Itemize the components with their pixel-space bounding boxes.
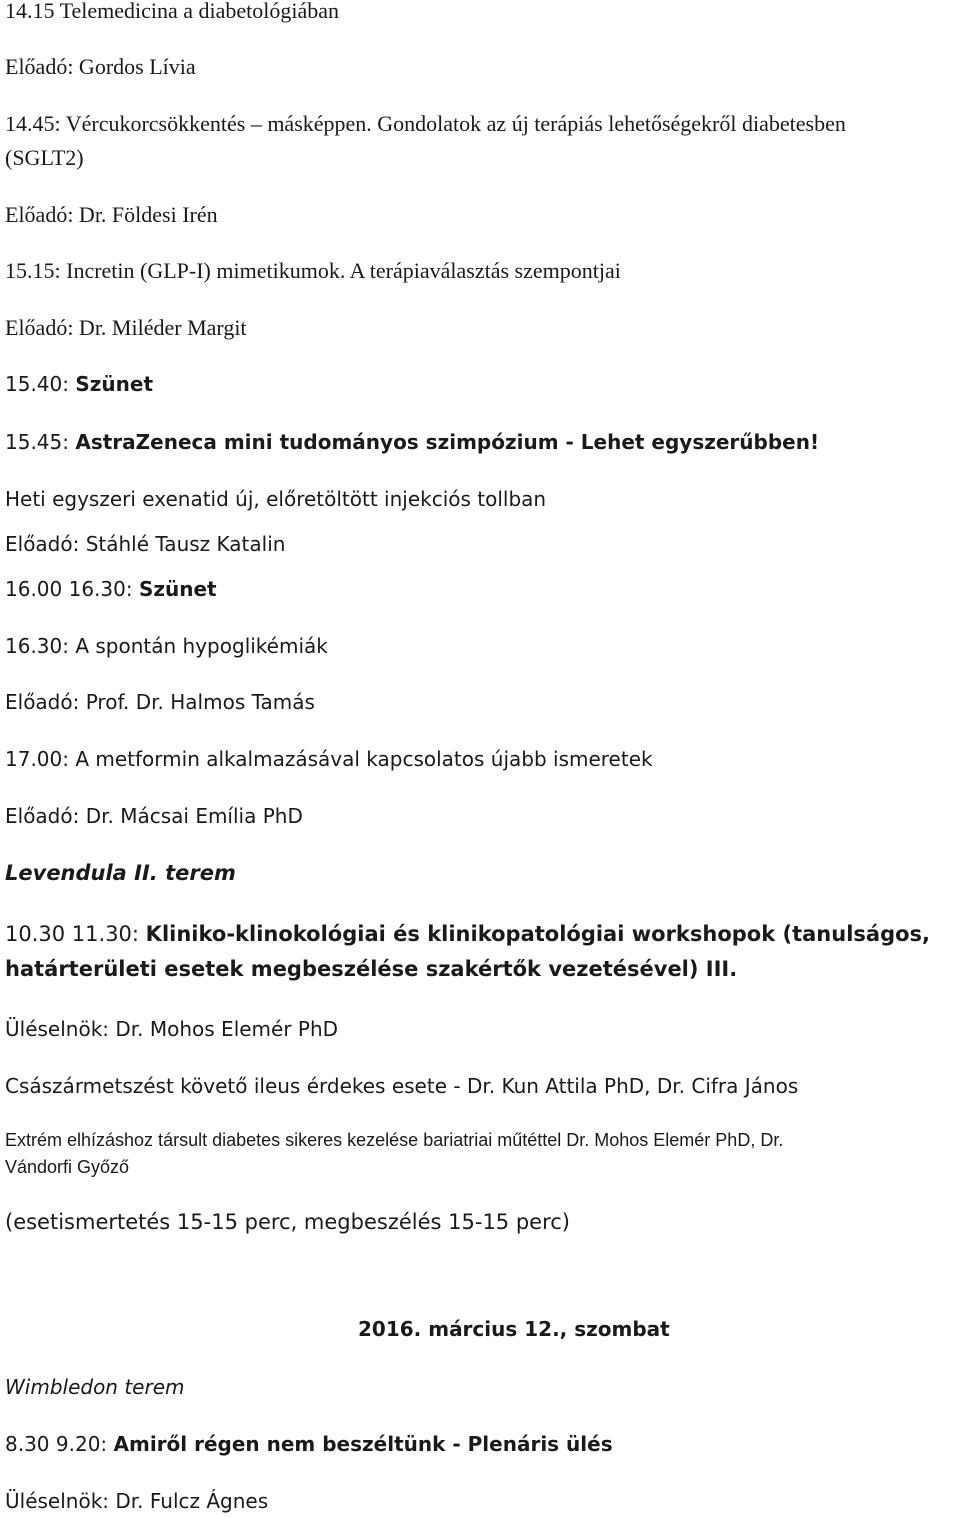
session-title: 17.00: A metformin alkalmazásával kapcsolatos újabb ismeretek bbox=[5, 747, 653, 771]
speaker-line: Előadó: Stáhlé Tausz Katalin bbox=[5, 532, 286, 556]
format-note: (esetismertetés 15-15 perc, megbeszélés 15-15 perc) bbox=[5, 1210, 571, 1234]
break-label: Szünet bbox=[75, 372, 154, 396]
date-heading bbox=[358, 1317, 670, 1341]
speaker-line: Előadó: Gordos Lívia bbox=[5, 54, 196, 79]
session-title: 14.45: Vércukorcsökkentés – másképpen. Gondolatok az új terápiás lehetőségekről diabetesben bbox=[5, 111, 846, 136]
room-heading: Levendula II. terem bbox=[5, 861, 236, 885]
weekday-label: , szombat bbox=[559, 1317, 670, 1341]
time-label: 10.30 11.30: bbox=[5, 922, 146, 946]
time-label: 15.40: bbox=[5, 372, 76, 396]
plenary-title: Amiről régen nem beszéltünk - Plenáris ülés bbox=[113, 1432, 613, 1456]
workshop-title-cont: határterületi esetek megbeszélése szakértők vezetésével) III. bbox=[5, 957, 738, 981]
speaker-line: Előadó: Prof. Dr. Halmos Tamás bbox=[5, 690, 315, 714]
room-heading: Wimbledon terem bbox=[5, 1375, 185, 1399]
time-label: 8.30 9.20: bbox=[5, 1432, 114, 1456]
symposium-title: AstraZeneca mini tudományos szimpózium - Lehet egyszerűbben! bbox=[75, 430, 820, 454]
break-label: Szünet bbox=[138, 577, 217, 601]
case-line: Császármetszést követő ileus érdekes esete - Dr. Kun Attila PhD, Dr. Cifra János bbox=[5, 1074, 799, 1098]
case-line-cont: Vándorfi Győző bbox=[5, 1157, 130, 1177]
session-title: 14.15 Telemedicina a diabetológiában bbox=[5, 0, 340, 23]
case-line: Extrém elhízáshoz társult diabetes sikeres kezelése bariatriai műtéttel Dr. Mohos Elemér PhD, Dr. bbox=[5, 1130, 784, 1150]
speaker-line: Előadó: Dr. Mácsai Emília PhD bbox=[5, 804, 303, 828]
break-line bbox=[5, 372, 153, 396]
speaker-line: Előadó: Dr. Földesi Irén bbox=[5, 202, 218, 227]
plenary-line bbox=[5, 1432, 613, 1456]
break-line bbox=[5, 577, 217, 601]
session-title: 15.15: Incretin (GLP-I) mimetikumok. A terápiaválasztás szempontjai bbox=[5, 258, 621, 283]
workshop-line bbox=[5, 922, 930, 947]
chair-line: Üléselnök: Dr. Fulcz Ágnes bbox=[5, 1489, 269, 1513]
date-label: 2016. március 12. bbox=[358, 1317, 560, 1341]
workshop-title: Kliniko-klinokológiai és klinikopatológiai workshopok (tanulságos, bbox=[145, 922, 931, 946]
symposium-line bbox=[5, 430, 819, 454]
session-title-cont: (SGLT2) bbox=[5, 145, 84, 170]
workshop-line-cont bbox=[5, 957, 737, 982]
speaker-line: Előadó: Dr. Miléder Margit bbox=[5, 315, 247, 340]
time-label: 15.45: bbox=[5, 430, 76, 454]
session-subtitle: Heti egyszeri exenatid új, előretöltött injekciós tollban bbox=[5, 487, 547, 511]
chair-line: Üléselnök: Dr. Mohos Elemér PhD bbox=[5, 1017, 339, 1041]
session-title: 16.30: A spontán hypoglikémiák bbox=[5, 634, 328, 658]
time-label: 16.00 16.30: bbox=[5, 577, 139, 601]
